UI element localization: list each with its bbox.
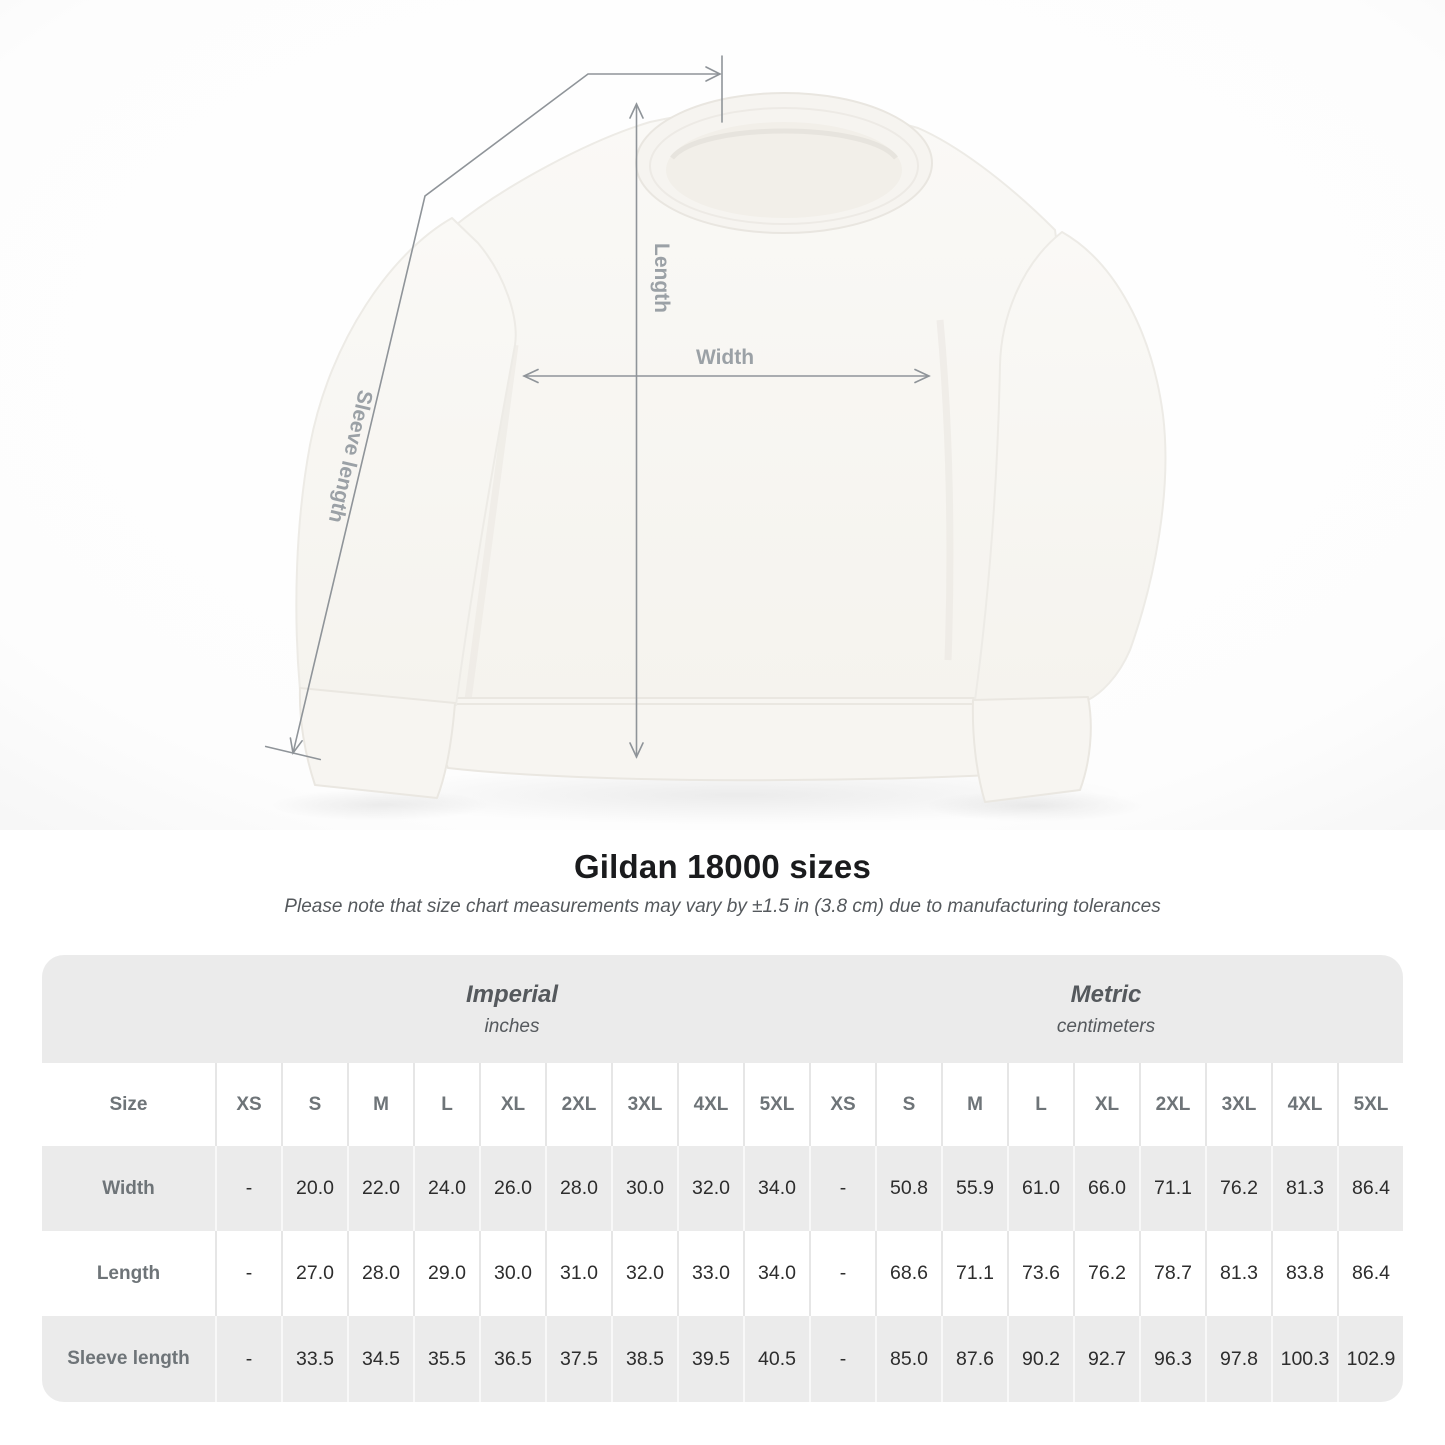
value-cell: 31.0 <box>545 1231 611 1316</box>
table-row-length <box>42 1231 1403 1316</box>
value-cell: 33.0 <box>677 1231 743 1316</box>
value-cell: 97.8 <box>1205 1316 1271 1402</box>
imperial-label: Imperial <box>465 980 559 1008</box>
table-row-sleeve-length <box>42 1316 1403 1402</box>
size-col-header: S <box>875 1063 941 1146</box>
value-cell: 92.7 <box>1073 1316 1139 1402</box>
value-cell: 50.8 <box>875 1146 941 1231</box>
value-cell: 73.6 <box>1007 1231 1073 1316</box>
size-col-header: L <box>1007 1063 1073 1146</box>
value-cell: 68.6 <box>875 1231 941 1316</box>
value-cell: 40.5 <box>743 1316 809 1402</box>
width-label: Width <box>695 346 755 369</box>
value-cell: 81.3 <box>1205 1231 1271 1316</box>
size-col-header: XS <box>215 1063 281 1146</box>
row-label: Sleeve length <box>67 1348 190 1369</box>
size-col-header: 3XL <box>611 1063 677 1146</box>
value-cell: - <box>215 1316 281 1402</box>
value-cell: 33.5 <box>281 1316 347 1402</box>
value-cell: 35.5 <box>413 1316 479 1402</box>
value-cell: - <box>809 1316 875 1402</box>
value-cell: 34.0 <box>743 1231 809 1316</box>
size-header-row <box>42 1063 1403 1146</box>
value-cell: 32.0 <box>611 1231 677 1316</box>
value-cell: 81.3 <box>1271 1146 1337 1231</box>
size-col-header: S <box>281 1063 347 1146</box>
unit-header-spacer <box>42 955 215 1063</box>
size-col-header: M <box>347 1063 413 1146</box>
sleeve-length-label: Sleeve length <box>323 387 377 526</box>
size-col-header: 5XL <box>1337 1063 1403 1146</box>
value-cell: 34.5 <box>347 1316 413 1402</box>
value-cell: 20.0 <box>281 1146 347 1231</box>
value-cell: 71.1 <box>1139 1146 1205 1231</box>
value-cell: 96.3 <box>1139 1316 1205 1402</box>
value-cell: 30.0 <box>479 1231 545 1316</box>
metric-unit-label: centimeters <box>1056 1015 1156 1037</box>
size-col-header: 2XL <box>545 1063 611 1146</box>
size-col-header: 4XL <box>1271 1063 1337 1146</box>
value-cell: 29.0 <box>413 1231 479 1316</box>
value-cell: 102.9 <box>1337 1316 1403 1402</box>
metric-label: Metric <box>1070 980 1142 1008</box>
value-cell: 30.0 <box>611 1146 677 1231</box>
value-cell: 28.0 <box>545 1146 611 1231</box>
value-cell: 76.2 <box>1205 1146 1271 1231</box>
value-cell: 32.0 <box>677 1146 743 1231</box>
imperial-unit-label: inches <box>484 1015 540 1037</box>
value-cell: 86.4 <box>1337 1231 1403 1316</box>
size-table <box>42 955 1403 1402</box>
value-cell: 22.0 <box>347 1146 413 1231</box>
value-cell: 28.0 <box>347 1231 413 1316</box>
table-row-width <box>42 1146 1403 1231</box>
value-cell: 38.5 <box>611 1316 677 1402</box>
size-col-header: 4XL <box>677 1063 743 1146</box>
value-cell: 61.0 <box>1007 1146 1073 1231</box>
value-cell: 83.8 <box>1271 1231 1337 1316</box>
sweatshirt-collar <box>636 93 932 233</box>
size-col-header: 2XL <box>1139 1063 1205 1146</box>
value-cell: 36.5 <box>479 1316 545 1402</box>
row-label: Width <box>102 1177 155 1199</box>
value-cell: 71.1 <box>941 1231 1007 1316</box>
size-col-header: XL <box>479 1063 545 1146</box>
sweatshirt-right-cuff <box>973 697 1091 802</box>
value-cell: - <box>809 1146 875 1231</box>
value-cell: 55.9 <box>941 1146 1007 1231</box>
unit-header-row <box>42 955 1403 1063</box>
value-cell: 87.6 <box>941 1316 1007 1402</box>
size-col-header: 3XL <box>1205 1063 1271 1146</box>
page-title: Gildan 18000 sizes <box>573 848 872 885</box>
value-cell: 85.0 <box>875 1316 941 1402</box>
value-cell: - <box>809 1231 875 1316</box>
length-label: Length <box>650 243 673 313</box>
value-cell: - <box>215 1146 281 1231</box>
value-cell: 78.7 <box>1139 1231 1205 1316</box>
value-cell: 76.2 <box>1073 1231 1139 1316</box>
value-cell: 37.5 <box>545 1316 611 1402</box>
value-cell: 66.0 <box>1073 1146 1139 1231</box>
value-cell: 90.2 <box>1007 1316 1073 1402</box>
size-col-header: L <box>413 1063 479 1146</box>
value-cell: 24.0 <box>413 1146 479 1231</box>
value-cell: 86.4 <box>1337 1146 1403 1231</box>
size-col-header: XL <box>1073 1063 1139 1146</box>
value-cell: 34.0 <box>743 1146 809 1231</box>
metric-header <box>809 955 1403 1063</box>
size-col-header: M <box>941 1063 1007 1146</box>
value-cell: 26.0 <box>479 1146 545 1231</box>
imperial-header <box>215 955 809 1063</box>
value-cell: 27.0 <box>281 1231 347 1316</box>
value-cell: - <box>215 1231 281 1316</box>
value-cell: 39.5 <box>677 1316 743 1402</box>
size-row-label: Size <box>109 1093 148 1115</box>
size-col-header: XS <box>809 1063 875 1146</box>
value-cell: 100.3 <box>1271 1316 1337 1402</box>
row-label: Length <box>96 1262 161 1284</box>
tolerance-note: Please note that size chart measurements may vary by ±1.5 in (3.8 cm) due to manufacturing tolerances <box>284 896 1161 917</box>
size-col-header: 5XL <box>743 1063 809 1146</box>
sweatshirt-left-cuff <box>300 688 455 798</box>
